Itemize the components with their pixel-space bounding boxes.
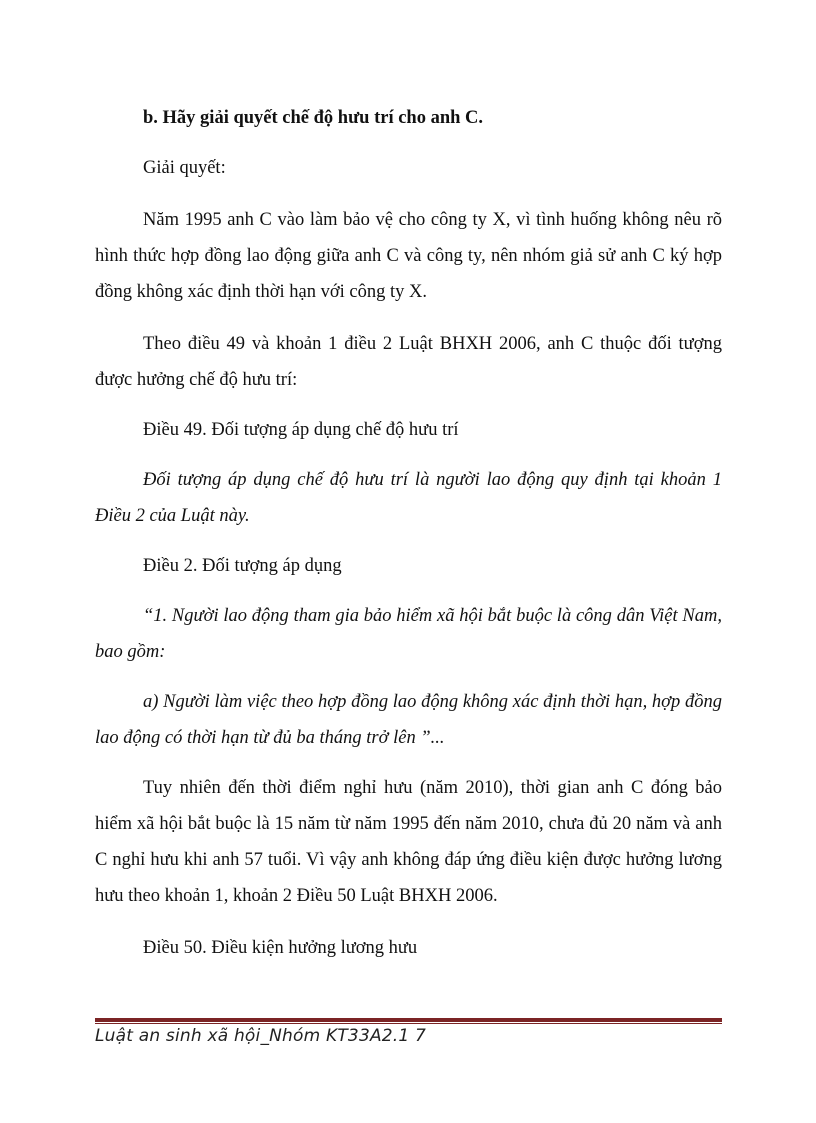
article-49-quote: Đối tượng áp dụng chế độ hưu trí là người lao động quy định tại khoản 1 Điều 2 của Luật này. [95,470,722,526]
document-body [95,100,722,966]
article-2-quote-1: “1. Người lao động tham gia bảo hiểm xã hội bắt buộc là công dân Việt Nam, bao gồm: [95,606,722,662]
section-heading: b. Hãy giải quyết chế độ hưu trí cho anh C. [143,108,484,128]
footer-text: Luật an sinh xã hội_Nhóm KT33A2.1 7 [95,1026,427,1046]
paragraph-conclusion: Tuy nhiên đến thời điểm nghỉ hưu (năm 2010), thời gian anh C đóng bảo hiểm xã hội bắt buộc là 15 năm từ năm 1995 đến năm 2010, chưa đủ 20 năm và anh C nghỉ hưu khi anh 57 tuổi. Vì vậy anh không đáp ứng điều kiện được hưởng lương hưu theo khoản 1, khoản 2 Điều 50 Luật BHXH 2006. [95,778,722,906]
paragraph-solution-label: Giải quyết: [143,158,226,178]
article-2-quote-a: a) Người làm việc theo hợp đồng lao động không xác định thời hạn, hợp đồng lao động có thời hạn từ đủ ba tháng trở lên ”... [95,692,722,748]
article-50-title: Điều 50. Điều kiện hưởng lương hưu [143,938,418,958]
paragraph-situation: Năm 1995 anh C vào làm bảo vệ cho công ty X, vì tình huống không nêu rõ hình thức hợp đồng lao động giữa anh C và công ty, nên nhóm giả sử anh C ký hợp đồng không xác định thời hạn với công ty X. [95,210,722,302]
footer-divider [95,1018,722,1025]
footer-divider-thick [95,1018,722,1022]
article-49-title: Điều 49. Đối tượng áp dụng chế độ hưu trí [143,420,459,440]
article-2-title: Điều 2. Đối tượng áp dụng [143,556,342,576]
footer-divider-thin [95,1023,722,1024]
paragraph-legal-basis: Theo điều 49 và khoản 1 điều 2 Luật BHXH 2006, anh C thuộc đối tượng được hưởng chế độ hưu trí: [95,334,722,390]
